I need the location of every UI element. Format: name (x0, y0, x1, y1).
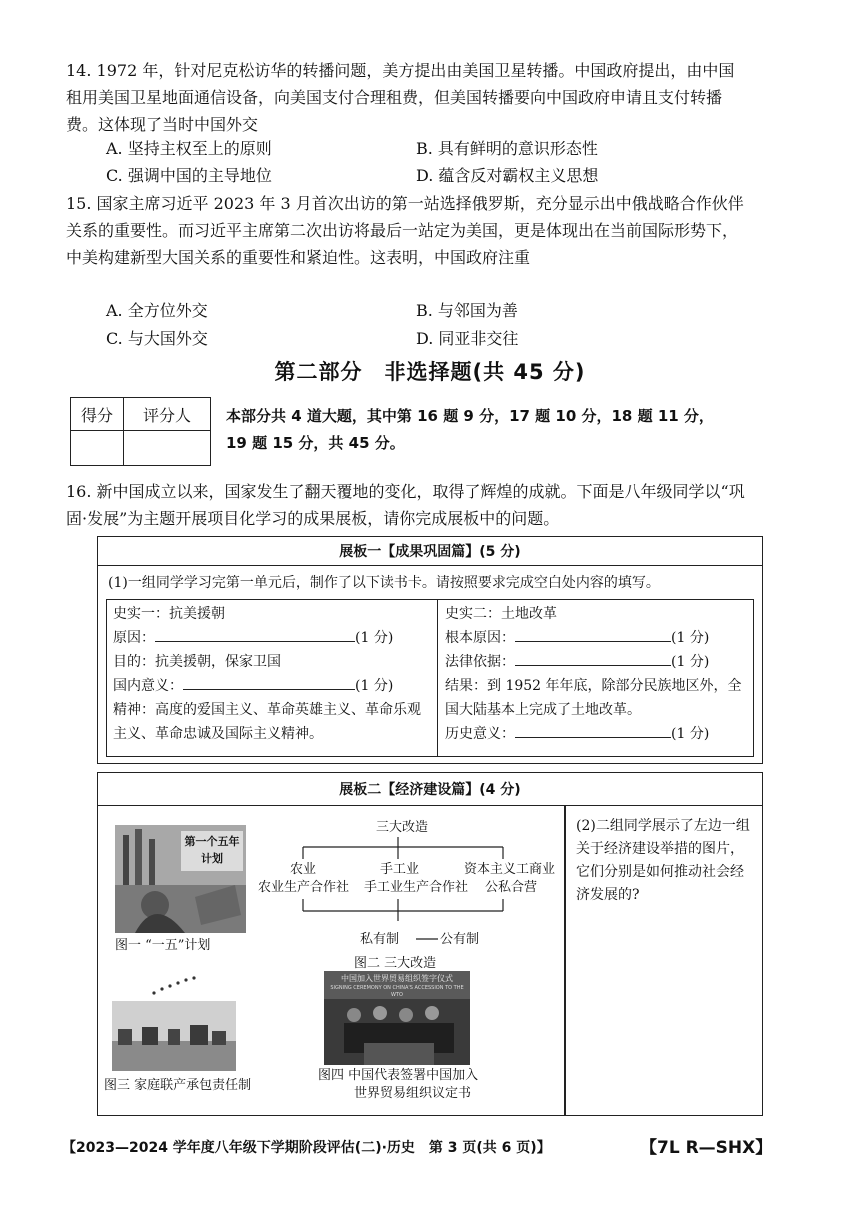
board-1-title: 展板一【成果巩固篇】(5 分) (98, 537, 762, 566)
diagram-result-handicraft: 手工业生产合作社 (364, 880, 469, 895)
root-cause-blank[interactable] (515, 627, 671, 642)
board-1-instruction: (1)一组同学学习完第一单元后，制作了以下读书卡。请按照要求完成空白处内容的填写。 (108, 575, 660, 591)
q15-option-d[interactable]: D. 同亚非交往 (416, 329, 519, 348)
birds-icon (148, 973, 208, 999)
figure-4-caption-line-1: 图四 中国代表签署中国加入 (318, 1068, 479, 1083)
figure-1-caption: 图一 “一五”计划 (115, 938, 211, 953)
farm-scene-icon (112, 1001, 236, 1071)
wto-banner: 中国加入世界贸易组织签字仪式 (341, 974, 453, 983)
board-2-question: (2)二组同学展示了左边一组关于经济建设举措的图片，它们分别是如何推动社会经济发展的? (576, 818, 750, 903)
question-14-stem: 14. 1972 年，针对尼克松访华的转播问题，美方提出由美国卫星转播。中国政府提出，由中国租用美国卫星地面通信设备，向美国支付合理租费，但美国转播要向中国政府申请且支付转播费。这体现了当时中国外交 (66, 61, 735, 134)
card-left-purpose: 目的：抗美援朝，保家卫国 (113, 654, 281, 670)
figure-4-caption-line-2: 世界贸易组织议定书 (354, 1086, 472, 1101)
household-contract-photo (112, 1001, 236, 1071)
score-label: 得分 (71, 398, 124, 431)
wto-signing-photo (324, 971, 470, 1065)
board-2 (97, 772, 763, 1116)
section-title: 第二部分 非选择题(共 45 分) (274, 360, 586, 384)
five-year-plan-poster (115, 825, 246, 933)
q14-option-a[interactable]: A. 坚持主权至上的原则 (106, 139, 272, 158)
card-right-heading: 史实二：土地改革 (445, 606, 557, 622)
score-cell[interactable] (71, 431, 124, 466)
figure-2-caption: 图二 三大改造 (354, 956, 437, 971)
card-right (445, 602, 749, 746)
q15-option-b[interactable]: B. 与邻国为善 (416, 301, 518, 320)
reading-cards (106, 599, 754, 757)
card-right-root-cause: 根本原因： (1 分) (445, 626, 749, 650)
q14-option-c[interactable]: C. 强调中国的主导地位 (106, 166, 272, 185)
significance-blank[interactable] (183, 675, 355, 690)
diagram-item-capitalist-commerce: 资本主义工商业 (464, 862, 556, 877)
board-2-title: 展板二【经济建设篇】(4 分) (98, 773, 762, 806)
card-right-legal-basis: 法律依据： (1 分) (445, 650, 749, 674)
cause-blank[interactable] (155, 627, 355, 642)
section-intro: 本部分共 4 道大题，其中第 16 题 9 分，17 题 10 分，18 题 11 分，19 题 15 分，共 45 分。 (226, 407, 714, 452)
diagram-bottom-private: 私有制 (360, 932, 400, 947)
q15-option-c[interactable]: C. 与大国外交 (106, 329, 208, 348)
wto-banner-english: SIGNING CEREMONY ON CHINA'S ACCESSION TO THE WTO (330, 985, 464, 998)
page-footer: 【2023—2024 学年度八年级下学期阶段评估(二)·历史 第 3 页(共 6 页)】 (62, 1140, 551, 1156)
diagram-bottom-public: 公有制 (440, 932, 480, 947)
question-15-stem: 15. 国家主席习近平 2023 年 3 月首次出访的第一站选择俄罗斯，充分显示出中俄战略合作伙伴关系的重要性。而习近平主席第二次出访将最后一站定为美国，更是体现出在当前国际形势下，中美构建新型大国关系的重要性和紧迫性。这表明，中国政府注重 (66, 194, 744, 267)
score-box (70, 397, 211, 466)
diagram-result-agriculture: 农业生产合作社 (258, 880, 350, 895)
question-16-stem: 16. 新中国成立以来，国家发生了翻天覆地的变化，取得了辉煌的成就。下面是八年级同学以“巩固·发展”为主题开展项目化学习的成果展板，请你完成展板中的问题。 (66, 482, 745, 528)
diagram-top: 三大改造 (376, 820, 429, 835)
diagram-result-public-private: 公私合营 (485, 880, 538, 895)
grader-cell[interactable] (124, 431, 211, 466)
diagram-item-agriculture: 农业 (290, 862, 317, 877)
card-left-heading: 史实一：抗美援朝 (113, 606, 225, 622)
q14-option-d[interactable]: D. 蕴含反对霸权主义思想 (416, 166, 599, 185)
grader-label: 评分人 (124, 398, 211, 431)
card-left-significance: 国内意义： (1 分) (113, 674, 431, 698)
history-significance-blank[interactable] (515, 723, 671, 738)
card-left-cause: 原因： (1 分) (113, 626, 431, 650)
board-1 (97, 536, 763, 764)
diagram-item-handicraft: 手工业 (380, 862, 420, 877)
card-left-spirit: 精神：高度的爱国主义、革命英雄主义、革命乐观主义、革命忠诚及国际主义精神。 (113, 702, 421, 742)
q14-option-b[interactable]: B. 具有鲜明的意识形态性 (416, 139, 598, 158)
figure-3-caption: 图三 家庭联产承包责任制 (104, 1078, 252, 1093)
legal-basis-blank[interactable] (515, 651, 671, 666)
card-right-significance: 历史意义： (1 分) (445, 722, 749, 746)
exam-code: 【7L R—SHX】 (640, 1138, 773, 1158)
card-left (113, 602, 431, 746)
card-right-result: 结果：到 1952 年年底，除部分民族地区外，全国大陆基本上完成了土地改革。 (445, 678, 742, 718)
q15-option-a[interactable]: A. 全方位外交 (106, 301, 208, 320)
poster-banner: 第一个五年计划 (184, 835, 240, 865)
